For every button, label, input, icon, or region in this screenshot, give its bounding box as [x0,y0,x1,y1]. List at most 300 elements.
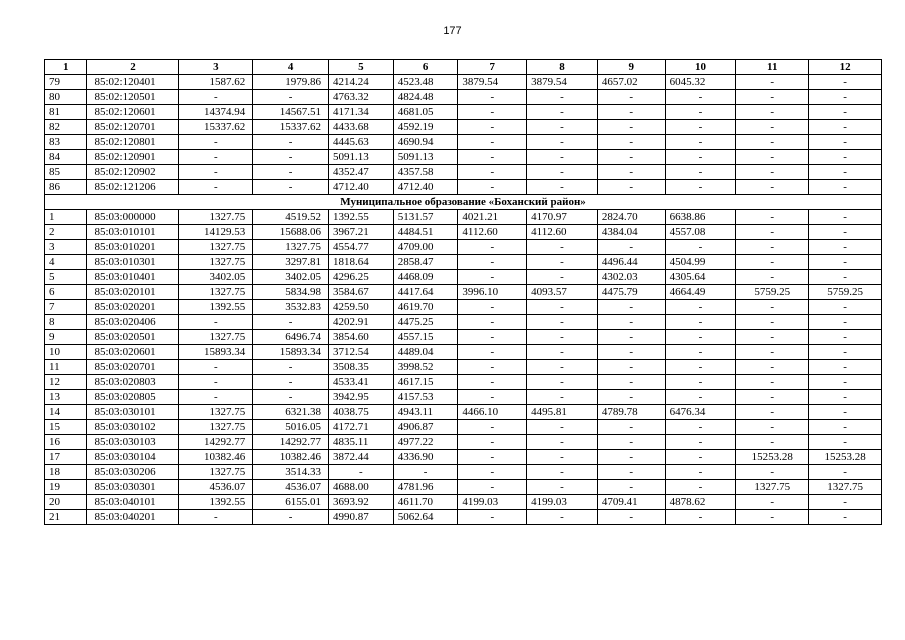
table-cell: 5 [45,270,87,285]
table-cell: - [253,360,329,375]
table-cell: - [809,405,882,420]
table-cell: 15688.06 [253,225,329,240]
table-cell: 3712.54 [329,345,394,360]
table-cell: - [809,390,882,405]
table-row [45,255,882,270]
table-cell: 3402.05 [253,270,329,285]
table-cell: 4712.40 [393,180,458,195]
table-cell: - [665,465,736,480]
table-cell: - [809,330,882,345]
table-row [45,210,882,225]
table-cell: 1327.75 [179,465,253,480]
table-cell: 4170.97 [527,210,598,225]
table-cell: 4475.79 [597,285,665,300]
table-cell: - [179,150,253,165]
table-cell: 85:02:120501 [87,90,179,105]
table-cell: 4824.48 [393,90,458,105]
cadastral-value-table [44,59,882,525]
table-cell: 15253.28 [736,450,809,465]
table-cell: 4709.41 [597,495,665,510]
table-cell: 4259.50 [329,300,394,315]
column-number-header: 12 [809,60,882,75]
table-cell: - [665,510,736,525]
table-cell: - [809,255,882,270]
column-number-header: 8 [527,60,598,75]
table-row [45,495,882,510]
column-number-row [45,60,882,75]
table-cell: - [597,480,665,495]
table-cell: - [665,375,736,390]
table-cell: - [458,315,527,330]
table-row [45,360,882,375]
table-cell: - [736,330,809,345]
table-cell: 4171.34 [329,105,394,120]
column-number-header: 10 [665,60,736,75]
table-cell: - [665,420,736,435]
table-cell: - [527,330,598,345]
table-cell: - [179,315,253,330]
section-row [45,195,882,210]
table-cell: - [809,105,882,120]
table-cell: - [736,465,809,480]
table-cell: 4489.04 [393,345,458,360]
table-cell: 2 [45,225,87,240]
table-cell: - [458,465,527,480]
table-cell: - [458,240,527,255]
table-cell: - [458,480,527,495]
column-number-header: 4 [253,60,329,75]
table-cell: - [527,180,598,195]
table-cell: - [527,375,598,390]
table-cell: 14292.77 [179,435,253,450]
table-cell: 85:03:030104 [87,450,179,465]
table-cell: 4112.60 [527,225,598,240]
table-cell: 85:02:120901 [87,150,179,165]
table-cell: 5759.25 [809,285,882,300]
table-cell: 6476.34 [665,405,736,420]
table-cell: - [458,105,527,120]
table-cell: - [527,315,598,330]
table-cell: 85:03:020501 [87,330,179,345]
table-cell: 9 [45,330,87,345]
table-cell: - [179,510,253,525]
table-cell: - [809,375,882,390]
table-cell: 4523.48 [393,75,458,90]
table-cell: - [809,180,882,195]
table-cell: - [458,345,527,360]
table-cell: 85:02:120701 [87,120,179,135]
table-cell: 3854.60 [329,330,394,345]
table-cell: - [665,345,736,360]
table-cell: 18 [45,465,87,480]
table-cell: 4536.07 [253,480,329,495]
table-cell: 85:03:020201 [87,300,179,315]
table-cell: - [179,165,253,180]
table-cell: - [597,330,665,345]
table-cell: - [527,510,598,525]
table-row [45,165,882,180]
table-cell: 3879.54 [527,75,598,90]
table-cell: 4504.99 [665,255,736,270]
table-cell: 4554.77 [329,240,394,255]
table-row [45,435,882,450]
table-cell: 4093.57 [527,285,598,300]
table-cell: 85:03:020406 [87,315,179,330]
table-row [45,135,882,150]
table-row [45,225,882,240]
table-cell: - [253,90,329,105]
table-row [45,240,882,255]
table-cell: 10 [45,345,87,360]
table-cell: - [665,480,736,495]
table-cell: - [458,375,527,390]
table-cell: - [527,255,598,270]
table-cell: - [329,465,394,480]
table-cell: 85:02:121206 [87,180,179,195]
table-cell: 5131.57 [393,210,458,225]
table-cell: 4157.53 [393,390,458,405]
table-cell: - [458,330,527,345]
column-number-header: 6 [393,60,458,75]
table-row [45,465,882,480]
table-cell: 1327.75 [179,405,253,420]
table-cell: 81 [45,105,87,120]
table-cell: 85:02:120401 [87,75,179,90]
table-cell: 6 [45,285,87,300]
table-cell: - [736,435,809,450]
table-cell: - [597,420,665,435]
table-cell: 4519.52 [253,210,329,225]
table-cell: - [597,435,665,450]
table-cell: 3 [45,240,87,255]
table-cell: 5834.98 [253,285,329,300]
table-cell: 1327.75 [179,240,253,255]
table-cell: - [458,165,527,180]
table-cell: - [665,450,736,465]
table-cell: - [597,390,665,405]
table-cell: 85:03:020805 [87,390,179,405]
table-cell: - [809,90,882,105]
table-cell: 3508.35 [329,360,394,375]
table-cell: - [736,150,809,165]
table-cell: 3297.81 [253,255,329,270]
table-cell: 1392.55 [179,495,253,510]
table-cell: - [736,375,809,390]
table-cell: 4466.10 [458,405,527,420]
table-cell: - [809,420,882,435]
table-cell: - [665,315,736,330]
table-cell: 6321.38 [253,405,329,420]
table-cell: 11 [45,360,87,375]
table-row [45,510,882,525]
table-cell: 1327.75 [179,420,253,435]
table-cell: - [458,300,527,315]
table-cell: 1327.75 [179,255,253,270]
table-cell: - [527,300,598,315]
table-cell: 1587.62 [179,75,253,90]
table-cell: 16 [45,435,87,450]
table-cell: 85:02:120601 [87,105,179,120]
table-cell: - [597,450,665,465]
table-cell: - [665,435,736,450]
table-cell: 85:03:040101 [87,495,179,510]
table-cell: 4305.64 [665,270,736,285]
table-cell: 3693.92 [329,495,394,510]
table-cell: - [597,90,665,105]
table-cell: - [665,105,736,120]
table-cell: 85:03:020803 [87,375,179,390]
table-cell: 4835.11 [329,435,394,450]
table-cell: - [597,120,665,135]
table-cell: 4199.03 [527,495,598,510]
table-cell: - [809,165,882,180]
table-row [45,330,882,345]
table-cell: - [736,135,809,150]
table-cell: - [597,240,665,255]
column-number-header: 11 [736,60,809,75]
table-cell: - [665,165,736,180]
table-cell: 4619.70 [393,300,458,315]
table-cell: - [458,270,527,285]
table-row [45,120,882,135]
table-cell: - [597,360,665,375]
table-cell: 3996.10 [458,285,527,300]
table-row [45,480,882,495]
table-cell: 5062.64 [393,510,458,525]
table-cell: 3998.52 [393,360,458,375]
table-cell: 4557.08 [665,225,736,240]
table-row [45,390,882,405]
table-cell: - [458,360,527,375]
table-cell: 4781.96 [393,480,458,495]
column-number-header: 1 [45,60,87,75]
table-cell: 15893.34 [179,345,253,360]
table-cell: 85:03:040201 [87,510,179,525]
table-cell: - [809,345,882,360]
table-cell: 4712.40 [329,180,394,195]
table-cell: 4417.64 [393,285,458,300]
table-cell: - [736,210,809,225]
table-cell: 5091.13 [329,150,394,165]
table-cell: - [736,495,809,510]
table-cell: - [179,375,253,390]
table-cell: - [458,420,527,435]
table-cell: - [809,225,882,240]
table-cell: 4657.02 [597,75,665,90]
table-cell: 4688.00 [329,480,394,495]
table-cell: - [665,240,736,255]
table-row [45,345,882,360]
table-cell: 4 [45,255,87,270]
table-cell: - [809,465,882,480]
table-cell: - [458,180,527,195]
table-cell: - [665,150,736,165]
table-cell: - [736,390,809,405]
table-cell: 1327.75 [253,240,329,255]
table-cell: - [597,180,665,195]
table-row [45,450,882,465]
table-cell: 4172.71 [329,420,394,435]
table-cell: - [527,150,598,165]
page-number: 177 [443,25,462,37]
table-cell: 1327.75 [809,480,882,495]
table-cell: 17 [45,450,87,465]
table-cell: 1818.64 [329,255,394,270]
table-cell: - [665,90,736,105]
table-cell: - [527,435,598,450]
table-cell: - [597,345,665,360]
table-cell: - [809,120,882,135]
table-cell: - [253,315,329,330]
table-cell: 4468.09 [393,270,458,285]
table-cell: - [665,360,736,375]
table-cell: 1392.55 [179,300,253,315]
table-cell: 86 [45,180,87,195]
table-cell: 14292.77 [253,435,329,450]
table-cell: 2824.70 [597,210,665,225]
column-number-header: 5 [329,60,394,75]
table-cell: 21 [45,510,87,525]
table-cell: 85:03:010201 [87,240,179,255]
table-cell: 79 [45,75,87,90]
table-cell: 7 [45,300,87,315]
table-cell: - [527,120,598,135]
table-cell: 4496.44 [597,255,665,270]
table-cell: 14 [45,405,87,420]
table-cell: 15253.28 [809,450,882,465]
table-cell: - [527,390,598,405]
table-cell: - [736,240,809,255]
table-cell: - [736,345,809,360]
table-cell: - [597,375,665,390]
section-title: Муниципальное образование «Боханский район» [45,195,882,210]
table-row [45,90,882,105]
table-cell: 6638.86 [665,210,736,225]
table-cell: 85:03:020101 [87,285,179,300]
table-cell: - [458,135,527,150]
table-cell: 2858.47 [393,255,458,270]
table-cell: - [736,360,809,375]
table-cell: - [736,300,809,315]
table-cell: 14567.51 [253,105,329,120]
table-cell: 4906.87 [393,420,458,435]
table-cell: - [253,390,329,405]
table-cell: - [597,465,665,480]
table-cell: - [458,510,527,525]
table-cell: 1327.75 [179,210,253,225]
table-cell: - [527,450,598,465]
column-number-header: 2 [87,60,179,75]
table-cell: - [179,360,253,375]
table-cell: 15337.62 [179,120,253,135]
table-cell: - [809,510,882,525]
table-cell: 4296.25 [329,270,394,285]
table-cell: - [736,165,809,180]
table-cell: 83 [45,135,87,150]
table-cell: - [179,180,253,195]
table-cell: 10382.46 [253,450,329,465]
table-cell: 6496.74 [253,330,329,345]
table-cell: - [527,420,598,435]
table-cell: 4214.24 [329,75,394,90]
table-row [45,285,882,300]
table-cell: - [665,330,736,345]
table-cell: - [665,180,736,195]
table-row [45,75,882,90]
table-cell: - [736,255,809,270]
table-cell: 1979.86 [253,75,329,90]
table-cell: 14129.53 [179,225,253,240]
table-cell: 4352.47 [329,165,394,180]
table-cell: 3402.05 [179,270,253,285]
table-cell: 4789.78 [597,405,665,420]
table-cell: - [527,345,598,360]
table-cell: 85:02:120902 [87,165,179,180]
table-cell: - [736,420,809,435]
table-cell: 8 [45,315,87,330]
table-cell: 1327.75 [179,285,253,300]
table-cell: 4763.32 [329,90,394,105]
table-cell: 3584.67 [329,285,394,300]
table-cell: 85:03:030103 [87,435,179,450]
table-cell: - [527,165,598,180]
table-cell: 4302.03 [597,270,665,285]
table-cell: 3879.54 [458,75,527,90]
table-cell: 13 [45,390,87,405]
table-cell: - [253,165,329,180]
table-row [45,420,882,435]
table-cell: - [736,120,809,135]
column-number-header: 9 [597,60,665,75]
table-cell: 15 [45,420,87,435]
table-cell: 4445.63 [329,135,394,150]
table-cell: - [527,90,598,105]
table-cell: 19 [45,480,87,495]
table-cell: 5759.25 [736,285,809,300]
table-cell: - [458,450,527,465]
table-cell: 5091.13 [393,150,458,165]
table-cell: 5016.05 [253,420,329,435]
table-row [45,180,882,195]
table-row [45,105,882,120]
table-cell: - [253,150,329,165]
table-cell: 4484.51 [393,225,458,240]
table-cell: 85:03:010401 [87,270,179,285]
table-cell: 4433.68 [329,120,394,135]
table-cell: - [597,105,665,120]
table-cell: - [809,135,882,150]
table-cell: 85:03:030101 [87,405,179,420]
table-cell: - [179,390,253,405]
table-row [45,300,882,315]
table-cell: 3532.83 [253,300,329,315]
table-cell: 1392.55 [329,210,394,225]
table-cell: - [597,165,665,180]
table-cell: 85 [45,165,87,180]
table-cell: - [253,510,329,525]
table-cell: - [809,300,882,315]
table-cell: 14374.94 [179,105,253,120]
table-cell: 1327.75 [179,330,253,345]
table-cell: - [458,120,527,135]
table-cell: 4199.03 [458,495,527,510]
table-cell: - [809,315,882,330]
table-cell: - [736,315,809,330]
table-cell: 6045.32 [665,75,736,90]
table-cell: 3872.44 [329,450,394,465]
table-cell: - [736,75,809,90]
table-cell: - [393,465,458,480]
